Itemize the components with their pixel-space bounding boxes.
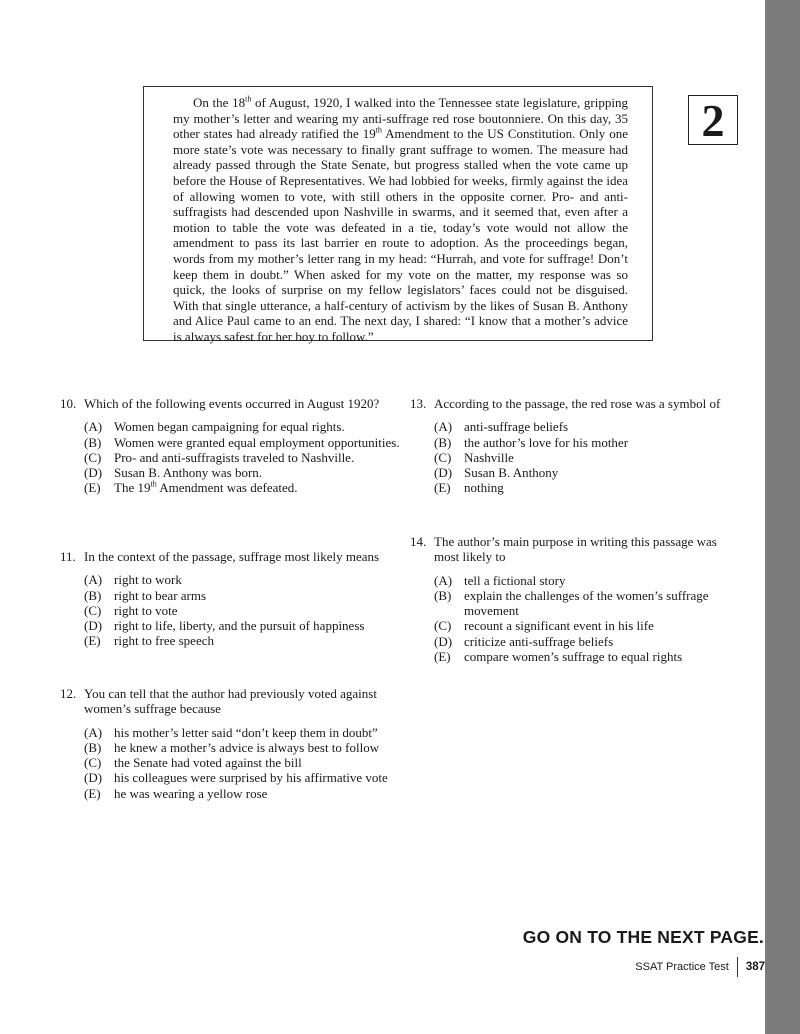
- answer-options: [410, 419, 740, 495]
- option-text: [114, 755, 400, 770]
- question-text: [84, 549, 400, 564]
- option-text: [464, 450, 740, 465]
- option-text: he was wearing a yellow rose: [114, 785, 268, 801]
- question-number: 14.: [410, 534, 427, 549]
- option-text: [114, 770, 400, 785]
- page-footer: [635, 957, 765, 977]
- question-10: [60, 396, 400, 496]
- option-letter: (C): [84, 602, 102, 618]
- next-page-instruction: GO ON TO THE NEXT PAGE.: [522, 927, 764, 947]
- option-letter: (B): [434, 587, 452, 603]
- reading-passage: [173, 95, 628, 345]
- option-letter: (D): [84, 618, 103, 634]
- option-letter: (A): [434, 572, 453, 588]
- section-number-badge: 2: [688, 95, 738, 145]
- answer-options: [60, 572, 400, 648]
- option-text: [464, 465, 740, 480]
- option-text: [464, 573, 740, 588]
- option-letter: (E): [434, 649, 451, 665]
- option-letter: (D): [434, 633, 453, 649]
- option-text: right to free speech: [114, 633, 214, 649]
- answer-option: [410, 465, 740, 480]
- option-text: right to life, liberty, and the pursuit of happiness: [114, 618, 365, 634]
- option-text: Women were granted equal employment opportunities.: [114, 434, 400, 450]
- question-stem: [60, 686, 400, 717]
- question-text: The author’s main purpose in writing this passage was most likely to: [434, 534, 717, 565]
- answer-option: [60, 786, 400, 801]
- footer-divider: [737, 957, 738, 977]
- answer-option: [410, 450, 740, 465]
- option-text: the Senate had voted against the bill: [114, 755, 302, 771]
- page-number: 387: [745, 961, 765, 973]
- passage-superscript: th: [375, 125, 382, 135]
- question-number: 10.: [60, 396, 77, 411]
- option-text: [114, 465, 400, 480]
- option-text: [114, 740, 400, 755]
- answer-option: [410, 588, 740, 619]
- option-text: explain the challenges of the women’s suffrage movement: [464, 587, 709, 619]
- option-text: compare women’s suffrage to equal rights: [464, 649, 683, 665]
- question-13: [410, 396, 740, 496]
- option-text: [464, 435, 740, 450]
- option-text: [114, 618, 400, 633]
- passage-text: Amendment to the US Constitution. Only one more state’s vote was necessary to finally grant suffrage to women. The measure had already passed through the State Senate, but progress stalled when the vote came up before the House of Representatives. We had lobbied for weeks, firmly against the idea of allowing women to vote, with still others in the opposite corner. Pro- and anti-suffragists had descended upon Nashville in swarms, and it seemed that, even after a motion to table the vote was defeated in a tie, today’s vote would not allow the amendment to pass its last barrier en route to adoption. As the proceedings began, words from my mother’s letter rang in my head: “Hurrah, and vote for suffrage! Don’t keep them in doubt.” When asked for my vote on the matter, my response was so quick, the looks of surprise on my fellow legislators’ faces could not be disguised. With that single utterance, a half-century of activism by the likes of Susan B. Anthony and Alice Paul came to an end. The next day, I shared: “I know that a mother’s advice is always safest for her boy to follow.”: [173, 126, 629, 344]
- passage-text: of August, 1920, I walked into the Tennessee state legislature, gripping my mother’s letter and wearing my anti-suffrage red rose boutonniere. On this day, 35 other states had already ratified the 19: [173, 95, 628, 142]
- answer-options: [410, 573, 740, 665]
- option-letter: (C): [434, 449, 452, 465]
- answer-option: [60, 419, 400, 434]
- question-text: [84, 686, 400, 717]
- option-text: [464, 419, 740, 434]
- option-text: Susan B. Anthony was born.: [114, 465, 263, 481]
- option-text: [114, 450, 400, 465]
- answer-options: [60, 725, 400, 801]
- option-text: [114, 419, 400, 434]
- option-letter: (E): [84, 633, 101, 649]
- answer-option: [410, 480, 740, 495]
- option-text: right to bear arms: [114, 587, 207, 603]
- question-stem: [410, 534, 740, 565]
- question-stem: [410, 396, 740, 411]
- option-text: right to work: [114, 572, 182, 588]
- question-14: [410, 534, 740, 664]
- option-text: his colleagues were surprised by his affirmative vote: [114, 770, 388, 786]
- question-stem: [60, 549, 400, 564]
- option-text: his mother’s letter said “don’t keep them in doubt”: [114, 724, 378, 740]
- answer-option: [60, 740, 400, 755]
- answer-option: [60, 755, 400, 770]
- question-stem: [60, 396, 400, 411]
- question-text: [434, 396, 740, 411]
- option-text: anti-suffrage beliefs: [464, 419, 569, 435]
- option-text: [114, 786, 400, 801]
- question-text: [434, 534, 740, 565]
- option-letter: (A): [434, 419, 453, 435]
- answer-option: [60, 725, 400, 740]
- option-text: Pro- and anti-suffragists traveled to Nashville.: [114, 449, 355, 465]
- question-number: 12.: [60, 686, 77, 701]
- passage-content: [173, 95, 628, 344]
- option-text: [464, 588, 740, 619]
- option-letter: (A): [84, 572, 103, 588]
- option-text: recount a significant event in his life: [464, 618, 654, 634]
- option-text: [114, 588, 400, 603]
- option-letter: (E): [434, 480, 451, 496]
- question-number: 11.: [60, 549, 76, 564]
- question-text: According to the passage, the red rose was a symbol of: [434, 396, 721, 411]
- answer-option: [60, 618, 400, 633]
- option-letter: (A): [84, 724, 103, 740]
- option-text: Susan B. Anthony: [464, 465, 559, 481]
- question-number: 13.: [410, 396, 427, 411]
- option-text: [114, 480, 400, 495]
- option-letter: (D): [84, 770, 103, 786]
- side-tab-bar: [765, 0, 800, 1034]
- option-letter: (C): [84, 449, 102, 465]
- question-text: [84, 396, 400, 411]
- option-letter: (C): [434, 618, 452, 634]
- option-text: Amendment was defeated.: [156, 480, 298, 496]
- option-letter: (B): [434, 434, 452, 450]
- option-text: right to vote: [114, 602, 178, 618]
- answer-option: [60, 633, 400, 648]
- question-11: [60, 549, 400, 649]
- answer-option: [410, 634, 740, 649]
- option-letter: (B): [84, 587, 102, 603]
- option-superscript: th: [150, 480, 157, 490]
- answer-option: [60, 603, 400, 618]
- option-letter: (A): [84, 419, 103, 435]
- option-text: tell a fictional story: [464, 572, 566, 588]
- passage-superscript: th: [245, 94, 252, 104]
- answer-option: [60, 465, 400, 480]
- option-text: [464, 618, 740, 633]
- answer-options: [60, 419, 400, 495]
- option-text: [464, 634, 740, 649]
- answer-option: [60, 588, 400, 603]
- option-text: Women began campaigning for equal rights.: [114, 419, 345, 435]
- option-text: [114, 435, 400, 450]
- answer-option: [410, 573, 740, 588]
- option-text: [114, 603, 400, 618]
- option-text: [464, 649, 740, 664]
- answer-option: [60, 435, 400, 450]
- option-letter: (B): [84, 739, 102, 755]
- question-text: You can tell that the author had previously voted against women’s suffrage because: [84, 686, 377, 717]
- option-text: he knew a mother’s advice is always best to follow: [114, 739, 380, 755]
- option-letter: (D): [84, 465, 103, 481]
- option-text: The 19: [114, 480, 151, 496]
- option-letter: (B): [84, 434, 102, 450]
- answer-option: [60, 480, 400, 495]
- answer-option: [410, 435, 740, 450]
- question-text: In the context of the passage, suffrage most likely means: [84, 549, 380, 564]
- option-text: Nashville: [464, 449, 514, 465]
- option-letter: (C): [84, 755, 102, 771]
- answer-option: [60, 770, 400, 785]
- option-text: [114, 572, 400, 587]
- footer-label: SSAT Practice Test: [635, 961, 729, 973]
- option-text: [114, 725, 400, 740]
- option-text: [114, 633, 400, 648]
- answer-option: [410, 649, 740, 664]
- question-12: [60, 686, 400, 801]
- answer-option: [60, 450, 400, 465]
- answer-option: [60, 572, 400, 587]
- option-text: the author’s love for his mother: [464, 434, 629, 450]
- option-letter: (E): [84, 480, 101, 496]
- option-letter: (E): [84, 785, 101, 801]
- answer-option: [410, 419, 740, 434]
- passage-text: On the 18: [193, 95, 246, 110]
- option-letter: (D): [434, 465, 453, 481]
- option-text: [464, 480, 740, 495]
- option-text: nothing: [464, 480, 504, 496]
- question-text: Which of the following events occurred in August 1920?: [84, 396, 380, 411]
- answer-option: [410, 618, 740, 633]
- option-text: criticize anti-suffrage beliefs: [464, 633, 614, 649]
